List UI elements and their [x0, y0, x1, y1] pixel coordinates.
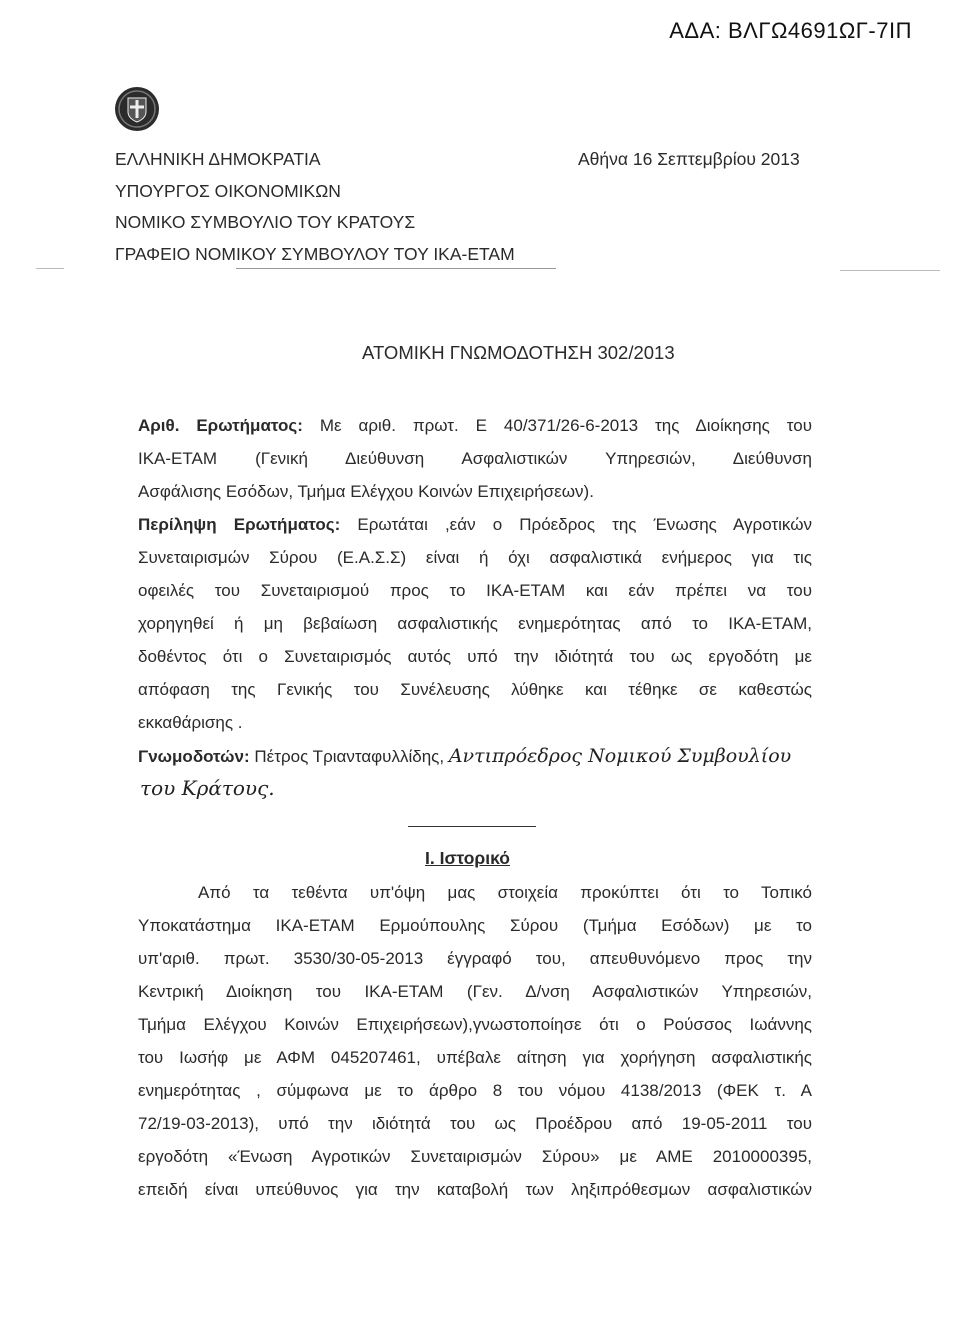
header-line: ΥΠΟΥΡΓΟΣ ΟΙΚΟΝΟΜΙΚΩΝ: [115, 180, 341, 201]
question-number-line: ΙΚΑ-ΕΤΑΜ (Γενική Διεύθυνση Ασφαλιστικών Υπηρεσιών, Διεύθυνση: [138, 449, 812, 468]
summary-line: οφειλές του Συνεταιρισμού προς το ΙΚΑ-ΕΤΑΜ και εάν πρέπει να του: [138, 581, 812, 600]
question-number-block: [138, 409, 812, 508]
summary-line: Συνεταιρισμών Σύρου (Ε.Α.Σ.Σ) είναι ή όχι ασφαλιστικά ενήμερος για τις: [138, 548, 812, 567]
document-date: Αθήνα 16 Σεπτεμβρίου 2013: [578, 149, 800, 169]
opinion-giver-block: [138, 740, 812, 773]
summary-line: χορηγηθεί ή μη βεβαίωση ασφαλιστικής ενημερότητας από το ΙΚΑ-ΕΤΑΜ,: [138, 614, 812, 633]
section-divider: [408, 826, 536, 827]
history-line: υπ'αριθ. πρωτ. 3530/30-05-2013 έγγραφό του, απευθυνόμενο προς την: [138, 949, 812, 968]
summary-line: Ερωτάται ,εάν ο Πρόεδρος της Ένωσης Αγροτικών: [357, 515, 812, 534]
section-heading: Ι. Ιστορικό: [425, 848, 510, 868]
document-title: ΑΤΟΜΙΚΗ ΓΝΩΜΟΔΟΤΗΣΗ 302/2013: [362, 342, 675, 363]
question-number-line: Με αριθ. πρωτ. Ε 40/371/26-6-2013 της Διοίκησης του: [319, 416, 813, 435]
history-line: Από τα τεθέντα υπ'όψη μας στοιχεία προκύπτει ότι το Τοπικό: [198, 883, 812, 902]
issuer-header: [115, 144, 515, 270]
header-line: ΝΟΜΙΚΟ ΣΥΜΒΟΥΛΙΟ ΤΟΥ ΚΡΑΤΟΥΣ: [115, 212, 416, 232]
header-line: ΓΡΑΦΕΙΟ ΝΟΜΙΚΟΥ ΣΥΜΒΟΥΛΟΥ ΤΟΥ ΙΚΑ-ΕΤΑΜ: [115, 243, 515, 264]
history-line: Τμήμα Ελέγχου Κοινών Επιχειρήσεων),γνωστοποίησε ότι ο Ρούσσος Ιωάννης: [138, 1015, 812, 1034]
history-line: του Ιωσήφ με ΑΦΜ 045207461, υπέβαλε αίτηση για χορήγηση ασφαλιστικής: [138, 1048, 812, 1067]
summary-label: Περίληψη Ερωτήματος:: [138, 515, 341, 534]
opinion-giver-name: Πέτρος Τριανταφυλλίδης,: [254, 747, 445, 766]
history-line: εργοδότη «Ένωση Αγροτικών Συνεταιρισμών Σύρου» με ΑΜΕ 2010000395,: [138, 1147, 812, 1166]
summary-line: απόφαση της Γενικής του Συνέλευσης λύθηκε και τέθηκε σε καθεστώς: [138, 680, 812, 699]
summary-line: δοθέντος ότι ο Συνεταιρισμός αυτός υπό την ιδιότητά του ως εργοδότη με: [138, 647, 812, 666]
opinion-giver-label: Γνωμοδοτών:: [138, 747, 250, 766]
summary-block: [138, 508, 812, 739]
question-number-label: Αριθ. Ερωτήματος:: [138, 416, 303, 435]
handwritten-title-continued: του Κράτους.: [140, 776, 275, 800]
ada-code: ΑΔΑ: ΒΛΓΩ4691ΩΓ-7ΙΠ: [669, 18, 912, 43]
greek-coat-of-arms-emblem: [114, 86, 160, 132]
header-line: ΕΛΛΗΝΙΚΗ ΔΗΜΟΚΡΑΤΙΑ: [115, 149, 321, 169]
history-section: [138, 876, 812, 1206]
summary-line: εκκαθάρισης .: [138, 713, 243, 732]
history-line: 72/19-03-2013), υπό την ιδιότητά του ως Προέδρου από 19-05-2011 του: [138, 1114, 812, 1133]
handwritten-title: Αντιπρόεδρος Νομικού Συμβουλίου: [448, 745, 792, 767]
question-number-line: Ασφάλισης Εσόδων, Τμήμα Ελέγχου Κοινών Επιχειρήσεων).: [138, 482, 594, 501]
history-line: επειδή είναι υπεύθυνος για την καταβολή των ληξιπρόθεσμων ασφαλιστικών: [138, 1180, 812, 1199]
history-line: ενημερότητας , σύμφωνα με το άρθρο 8 του νόμου 4138/2013 (ΦΕΚ τ. Α: [138, 1081, 812, 1100]
history-line: Υποκατάστημα ΙΚΑ-ΕΤΑΜ Ερμούπουλης Σύρου (Τμήμα Εσόδων) με το: [138, 916, 812, 935]
history-line: Κεντρική Διοίκηση του ΙΚΑ-ΕΤΑΜ (Γεν. Δ/νση Ασφαλιστικών Υπηρεσιών,: [138, 982, 812, 1001]
